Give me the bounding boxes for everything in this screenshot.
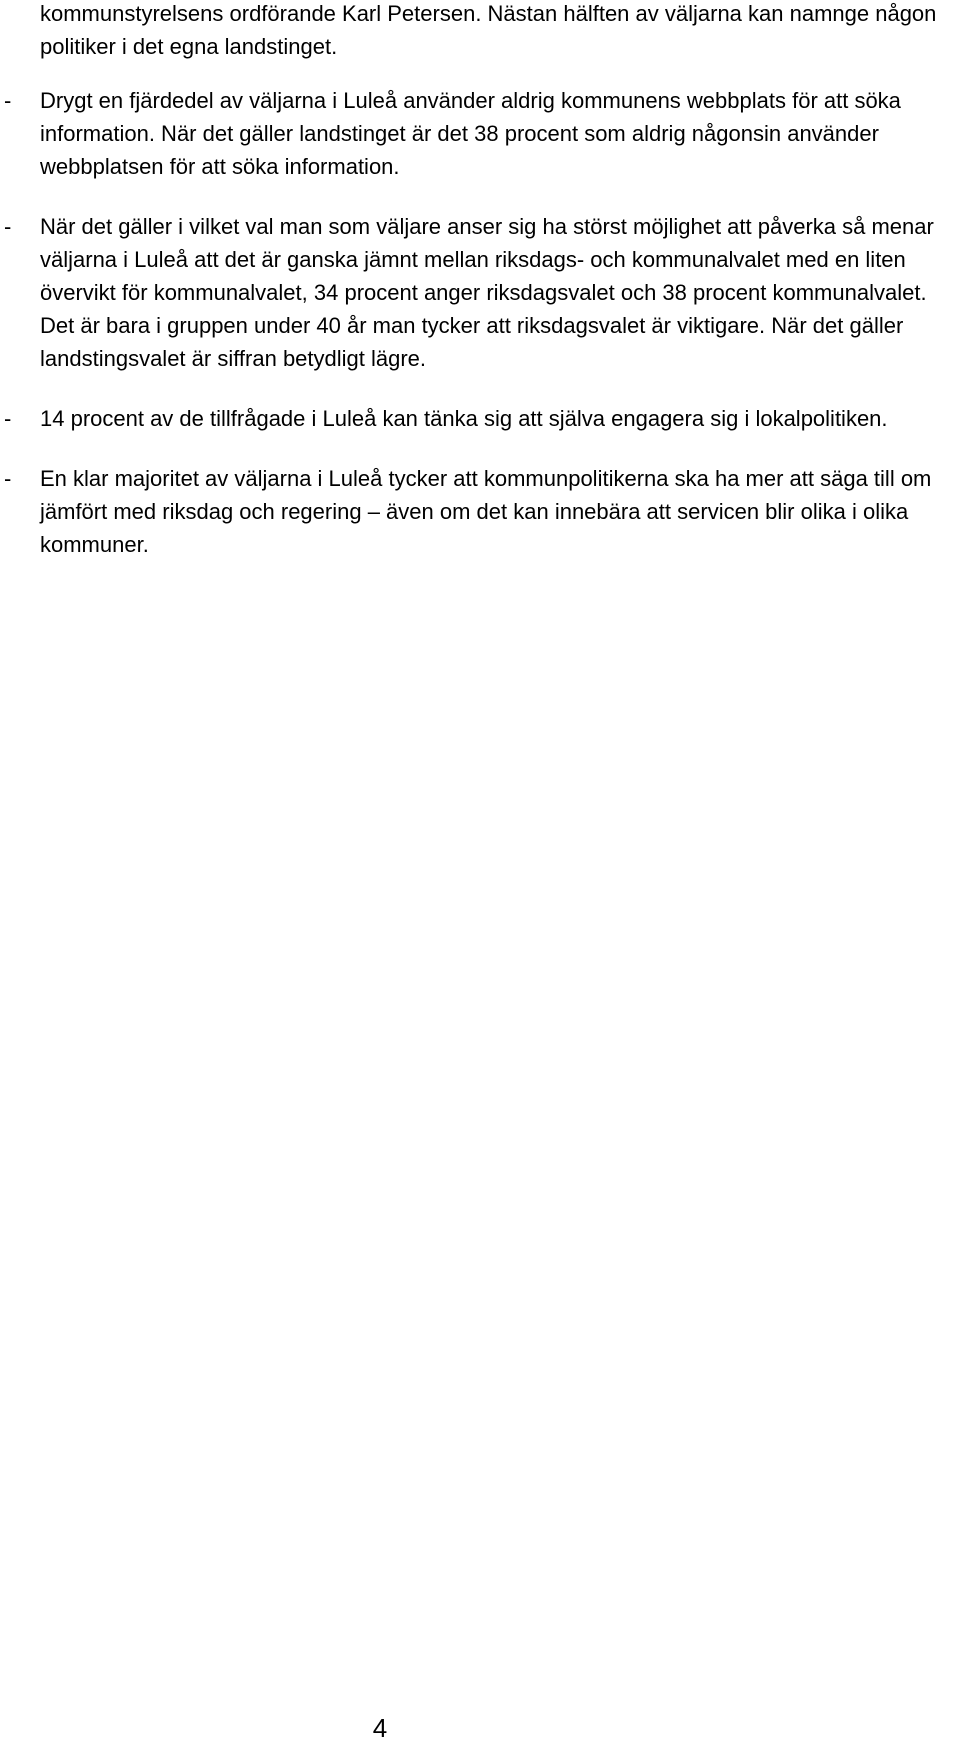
bullet-text: 14 procent av de tillfrågade i Luleå kan tänka sig att själva engagera sig i lokalpolitiken. <box>40 406 888 431</box>
list-item <box>4 402 944 435</box>
page-number: 4 <box>372 1713 388 1743</box>
bullet-text: En klar majoritet av väljarna i Luleå tycker att kommunpolitikerna ska ha mer att säga till om jämfört med riksdag och regering – även om det kan innebära att servicen blir olika i olika kommuner. <box>40 466 932 557</box>
bullet-marker: - <box>4 406 12 431</box>
bullet-text: Drygt en fjärdedel av väljarna i Luleå använder aldrig kommunens webbplats för att söka information. När det gäller landstinget är det 38 procent som aldrig någonsin använder webbplatsen för att söka information. <box>40 88 901 179</box>
bullet-marker: - <box>4 214 12 239</box>
intro-paragraph: kommunstyrelsens ordförande Karl Petersen. Nästan hälften av väljarna kan namnge någon politiker i det egna landstinget. <box>40 1 937 59</box>
bullet-text: När det gäller i vilket val man som väljare anser sig ha störst möjlighet att påverka så menar väljarna i Luleå att det är ganska jämnt mellan riksdags- och kommunalvalet med en liten övervikt för kommunalvalet, 34 procent anger riksdagsvalet och 38 procent kommunalvalet. Det är bara i gruppen under 40 år man tycker att riksdagsvalet är viktigare. När det gäller landstingsvalet är siffran betydligt lägre. <box>40 214 934 371</box>
bullet-marker: - <box>4 466 12 491</box>
list-item <box>4 84 944 183</box>
bullet-list <box>4 84 944 588</box>
list-item <box>4 210 944 375</box>
bullet-marker: - <box>4 88 12 113</box>
list-item <box>4 462 944 561</box>
